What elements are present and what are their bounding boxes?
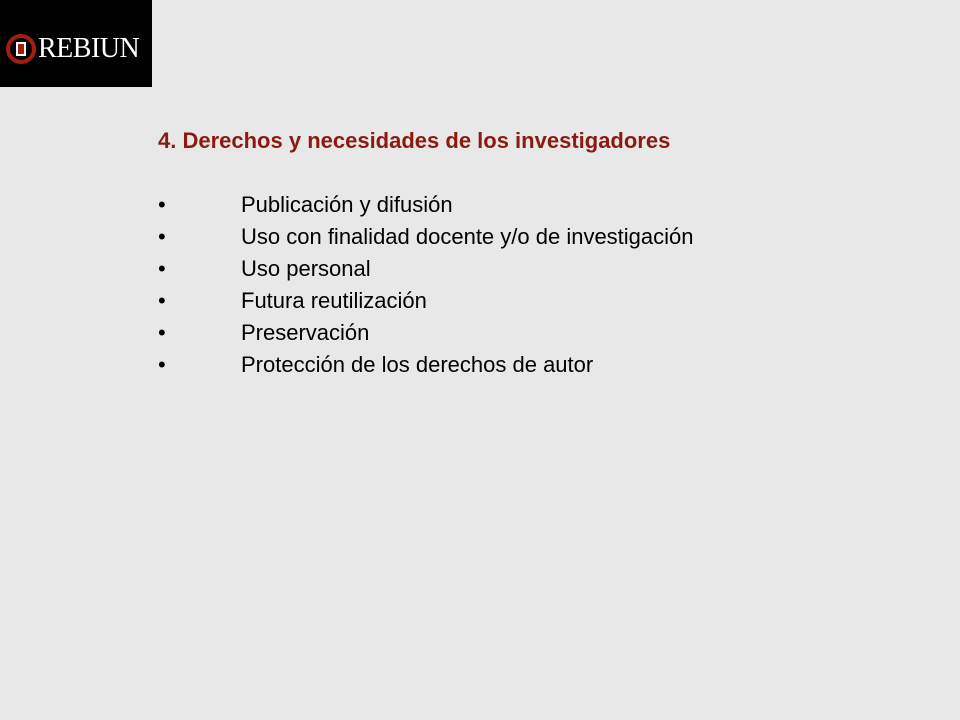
list-item-text: Futura reutilización xyxy=(241,288,427,313)
list-item-text: Uso personal xyxy=(241,256,371,281)
rebiun-book-icon xyxy=(6,34,36,64)
list-item-text: Preservación xyxy=(241,320,370,345)
list-item-text: Publicación y difusión xyxy=(241,192,453,217)
list-item-text: Uso con finalidad docente y/o de investigación xyxy=(241,224,694,249)
logo-text: REBIUN xyxy=(38,33,140,64)
bullet-icon: • xyxy=(158,288,166,313)
list-item-text: Protección de los derechos de autor xyxy=(241,352,594,377)
rebiun-logo xyxy=(0,0,152,87)
bullet-icon: • xyxy=(158,224,166,249)
bullet-icon: • xyxy=(158,352,166,377)
slide-title: 4. Derechos y necesidades de los investigadores xyxy=(158,128,671,153)
bullet-icon: • xyxy=(158,256,166,281)
bullet-icon: • xyxy=(158,192,166,217)
bullet-icon: • xyxy=(158,320,166,345)
